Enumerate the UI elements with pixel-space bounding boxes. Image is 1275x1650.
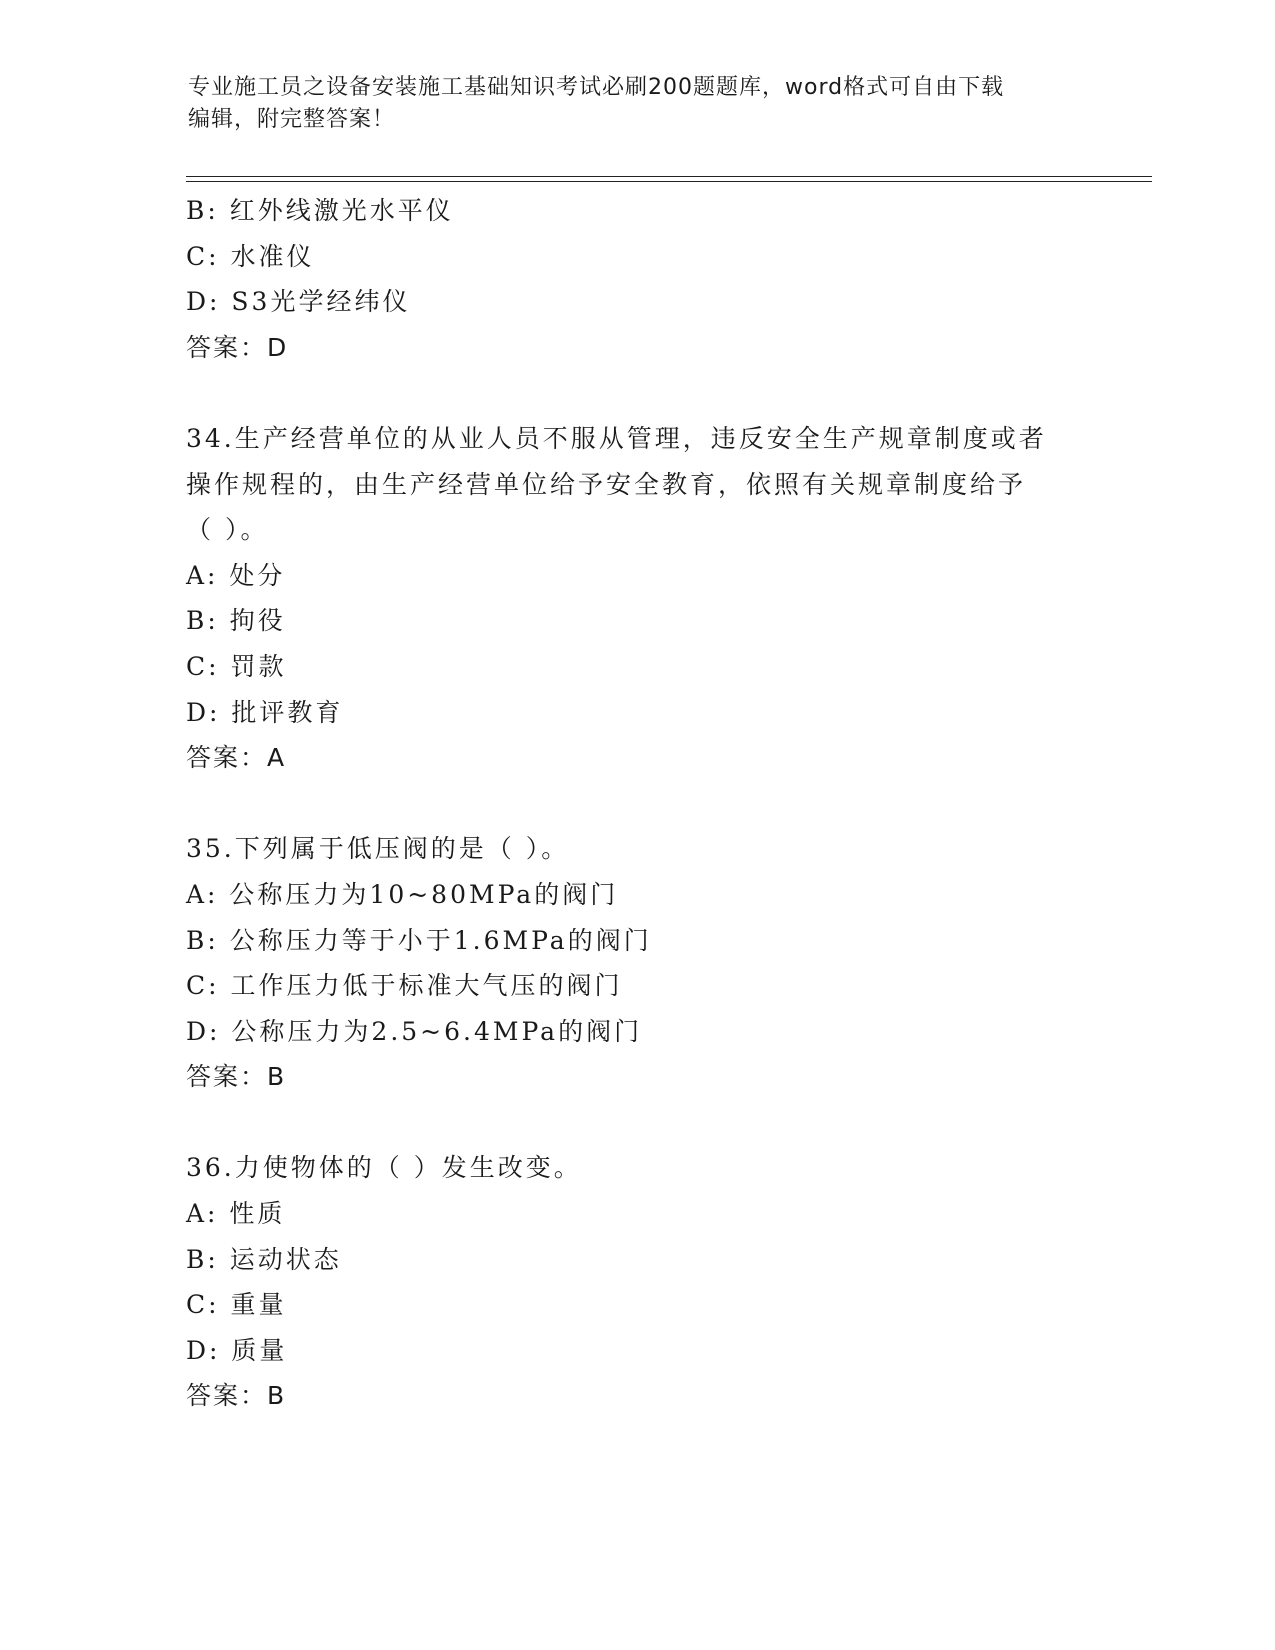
question-stem-continued: （ ）。 xyxy=(186,515,269,545)
header-title-line-1: 专业施工员之设备安装施工基础知识考试必刷200题题库，word格式可自由下载 xyxy=(188,75,1005,100)
document-header xyxy=(188,72,1088,136)
answer-line: 答案：A xyxy=(186,743,287,773)
spacer xyxy=(186,781,1086,827)
option-b: B: 拘役 xyxy=(186,606,286,636)
answer-line: 答案：B xyxy=(186,1062,287,1092)
document-body xyxy=(186,188,1086,1419)
header-divider-top xyxy=(186,176,1152,177)
option-c: C: 罚款 xyxy=(186,651,287,681)
question-34 xyxy=(186,416,1086,781)
option-a: A: 性质 xyxy=(186,1199,286,1229)
option-c: C: 水准仪 xyxy=(186,241,315,271)
question-stem: 36.力使物体的（ ）发生改变。 xyxy=(186,1153,582,1183)
question-stem-continued: 操作规程的，由生产经营单位给予安全教育，依照有关规章制度给予 xyxy=(186,469,1027,499)
answer-line: 答案：D xyxy=(186,332,289,362)
option-b: B: 公称压力等于小于1.6MPa的阀门 xyxy=(186,925,652,955)
question-stem: 34.生产经营单位的从业人员不服从管理，违反安全生产规章制度或者 xyxy=(186,423,1047,453)
question-35 xyxy=(186,826,1086,1100)
option-a: A: 处分 xyxy=(186,560,286,590)
option-d: D: S3光学经纬仪 xyxy=(186,287,411,317)
answer-line: 答案：B xyxy=(186,1381,287,1411)
spacer xyxy=(186,1100,1086,1146)
option-c: C: 工作压力低于标准大气压的阀门 xyxy=(186,971,623,1001)
option-d: D: 公称压力为2.5~6.4MPa的阀门 xyxy=(186,1016,643,1046)
option-a: A: 公称压力为10~80MPa的阀门 xyxy=(186,879,619,909)
option-d: D: 批评教育 xyxy=(186,697,344,727)
spacer xyxy=(186,370,1086,416)
option-b: B: 运动状态 xyxy=(186,1244,342,1274)
question-33-continuation xyxy=(186,188,1086,370)
question-stem: 35.下列属于低压阀的是（ ）。 xyxy=(186,834,570,864)
header-divider-bottom xyxy=(186,181,1152,182)
question-36 xyxy=(186,1145,1086,1419)
header-title-line-2: 编辑，附完整答案！ xyxy=(188,107,396,132)
option-c: C: 重量 xyxy=(186,1290,287,1320)
option-d: D: 质量 xyxy=(186,1335,288,1365)
option-b: B: 红外线激光水平仪 xyxy=(186,196,454,225)
